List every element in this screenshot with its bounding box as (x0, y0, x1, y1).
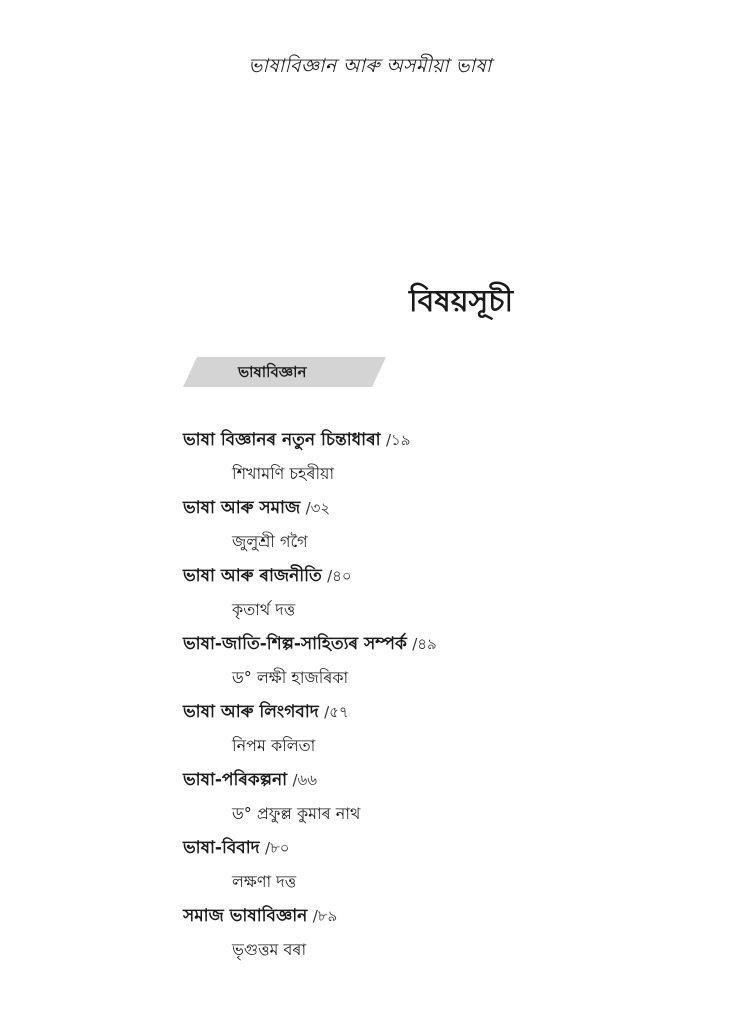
entry-page-number: /১৯ (386, 431, 411, 449)
entry-author: শিখামণি চহৰীয়া (232, 464, 335, 483)
entry-author: ড° লক্ষী হাজৰিকা (232, 668, 349, 687)
entry-title: ভাষা আৰু সমাজ (183, 498, 301, 518)
toc-title: বিষয়সূচী (409, 284, 514, 319)
entry-author: ভৃগুত্তম বৰা (232, 940, 307, 959)
entry-title-line (183, 836, 290, 860)
entry-title-line (183, 768, 317, 792)
toc-entry (183, 836, 663, 904)
entry-title: ভাষা আৰু লিংগবাদ (183, 702, 319, 722)
entry-title-line (183, 496, 330, 520)
section-label: ভাষাবিজ্ঞান (238, 363, 307, 381)
entry-page-number: /৮০ (265, 839, 290, 857)
entry-title-line (183, 904, 337, 928)
toc-entry (183, 428, 663, 496)
entry-page-number: /৬৬ (292, 771, 318, 789)
entry-title: ভাষা-পৰিকল্পনা (183, 770, 288, 790)
toc-entry (183, 632, 663, 700)
toc-list (183, 428, 663, 972)
entry-title: ভাষা-জাতি-শিল্প-সাহিত্যৰ সম্পৰ্ক (183, 634, 407, 654)
toc-entry (183, 768, 663, 836)
entry-title: ভাষা-বিবাদ (183, 838, 260, 858)
entry-author: কৃতাৰ্থ দত্ত (232, 600, 296, 619)
entry-title-line (183, 564, 352, 588)
toc-entry (183, 564, 663, 632)
entry-author: ড° প্ৰফুল্ল কুমাৰ নাথ (232, 804, 361, 823)
toc-entry (183, 700, 663, 768)
entry-page-number: /৪০ (327, 567, 352, 585)
entry-page-number: /৮৯ (312, 907, 338, 925)
entry-title: সমাজ ভাষাবিজ্ঞান (183, 906, 308, 926)
running-head: ভাষাবিজ্ঞান আৰু অসমীয়া ভাষা (248, 55, 492, 77)
entry-title: ভাষা বিজ্ঞানৰ নতুন চিন্তাধাৰা (183, 430, 381, 450)
entry-page-number: /৫৭ (324, 703, 349, 721)
entry-title: ভাষা আৰু ৰাজনীতি (183, 566, 322, 586)
entry-title-line (183, 632, 437, 656)
toc-entry (183, 496, 663, 564)
entry-page-number: /৪৯ (412, 635, 437, 653)
entry-title-line (183, 700, 349, 724)
entry-author: নিপম কলিতা (232, 736, 316, 755)
entry-author: জুলুশ্ৰী গগৈ (232, 532, 308, 551)
toc-entry (183, 904, 663, 972)
entry-author: লক্ষণা দত্ত (232, 872, 297, 891)
entry-title-line (183, 428, 411, 452)
entry-page-number: /৩২ (305, 499, 331, 517)
